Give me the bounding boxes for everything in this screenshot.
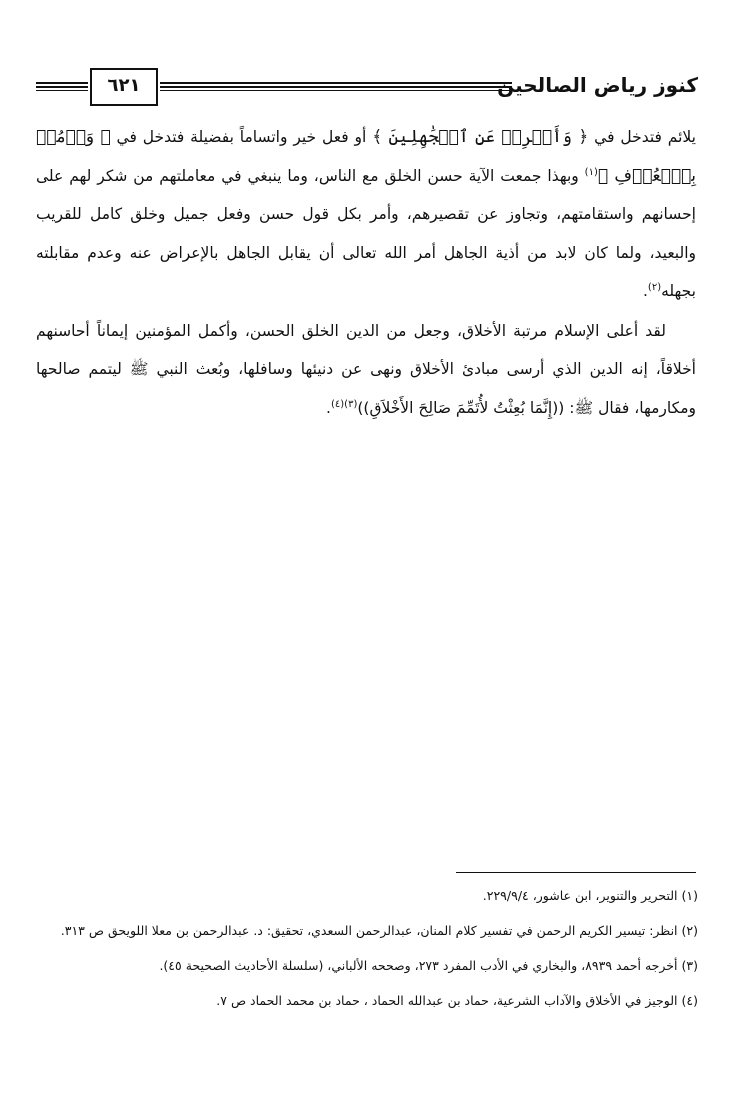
footnote-ref-4[interactable]: (٤) [330,398,345,410]
footnote-1 [36,880,698,911]
footnote-2 [36,915,698,946]
text-run: أو فعل خير واتساماً بفضيلة فتدخل في [110,128,373,146]
footnote-text: التحرير والتنوير، ابن عاشور، ٢٢٩/٩/٤. [482,888,678,903]
header-rule-right [160,82,512,91]
text-run: . [642,282,648,300]
text-run: . [326,398,331,417]
footnote-4 [36,985,698,1016]
main-text [36,118,696,427]
footnote-number: (١) [681,888,698,903]
quran-verse: ﴿ وَأۡمُرۡ بِٱلۡعُرۡفِ ﴾ [36,127,696,186]
footnote-number: (٤) [681,993,698,1008]
text-run: وبهذا جمعت الآية حسن الخلق مع الناس، وما ينبغي في معاملتهم من شكر لهم على إحسانهم واستقامتهم، وتجاوز عن تقصيرهم، وأمر بكل قول حسن وفعل جميل وخلق كامل للقريب والبعيد، ولما كان لابد من أذية الجاهل أمر الله تعالى أن يقابل الجاهل بالإعراض عنه وعدم مقابلته بجهله [36,166,696,300]
footnote-number: (٣) [681,958,698,973]
footnote-number: (٢) [681,923,698,938]
text-run: يلائم فتدخل في [588,128,696,146]
hadith-quote: ((إِنَّمَا بُعِثْتُ لأُتَمِّمَ صَالِحَ الأَخْلاَقِ)) [357,398,565,417]
header-rule-left [36,82,88,91]
footnote-text: أخرجه أحمد ٨٩٣٩، والبخاري في الأدب المفرد ٢٧٣، وصححه الألباني، (سلسلة الأحاديث الصحيحة ٤٥). [159,958,678,973]
footnote-text: انظر: تيسير الكريم الرحمن في تفسير كلام المنان، عبدالرحمن السعدي، تحقيق: د. عبدالرحمن بن معلا اللويحق ص ٣١٣. [60,923,678,938]
page-header [36,68,698,108]
footnote-ref-2[interactable]: (٢) [647,281,662,293]
footnote-ref-3[interactable]: (٣) [344,398,358,410]
footnote-ref-1[interactable]: (١) [584,166,598,178]
text-run: لقد أعلى الإسلام مرتبة الأخلاق، وجعل من الدين الخلق الحسن، وأكمل المؤمنين إيماناً أحاسنهم أخلاقاً، إنه الدين الذي أرسى مبادئ الأخلاق ونهى عن دنيئها وسافلها، وبُعث النبي ﷺ ليتمم صالحها ومكارمها، فقال ﷺ: [36,321,696,417]
quran-verse: ﴿ وَأَعۡرِضۡ عَنِ ٱلۡجَٰهِلِينَ ﴾ [372,127,589,147]
paragraph-2 [36,312,696,428]
footnote-divider [456,872,696,873]
footnote-text: الوجيز في الأخلاق والآداب الشرعية، حماد بن عبدالله الحماد ، حماد بن محمد الحماد ص ٧. [216,993,678,1008]
page-number: ٦٢١ [90,68,158,106]
footnote-3 [36,950,698,981]
footnotes [36,880,698,1016]
running-title: كنوز رياض الصالحين [497,73,698,97]
paragraph-1 [36,118,696,311]
